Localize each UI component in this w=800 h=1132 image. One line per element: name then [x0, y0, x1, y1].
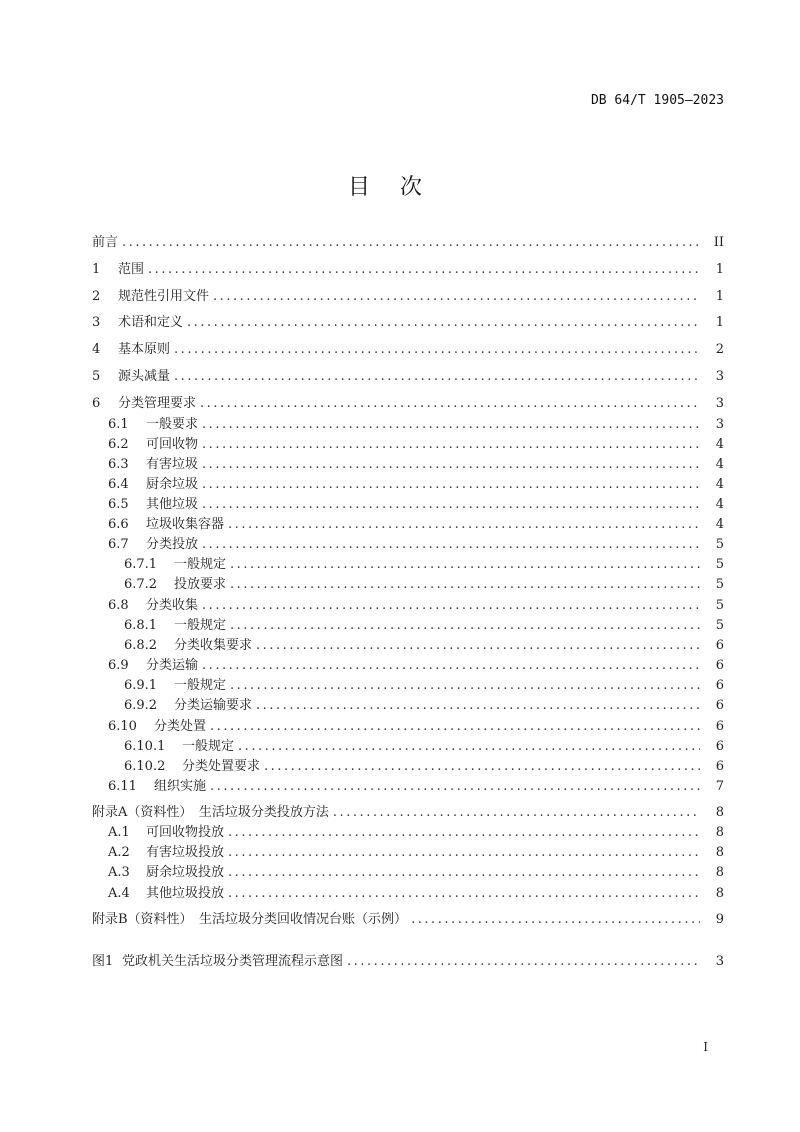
toc-entry-number: 6.10.2 [124, 759, 166, 774]
toc-entry-number: 图1 [92, 954, 114, 969]
toc-entry-label: 分类投放 [146, 537, 199, 552]
dot-leader [228, 844, 700, 862]
dot-leader [202, 436, 700, 454]
dot-leader [174, 368, 700, 386]
toc-entry-number: A.1 [108, 825, 130, 840]
toc-entry-page: 6 [715, 698, 724, 713]
dot-leader [202, 476, 700, 494]
toc-entry-page: 3 [715, 369, 724, 384]
toc-entry-page: 6 [715, 638, 724, 653]
toc-entry[interactable] [108, 718, 724, 736]
toc-entry[interactable] [108, 844, 724, 862]
dot-leader [202, 657, 700, 675]
toc-entry-page: 1 [715, 315, 724, 330]
toc-entry-number: 6.2 [108, 437, 129, 452]
toc-entry-page: 5 [715, 577, 724, 592]
toc-entry-number: 2 [92, 289, 101, 304]
toc-entry-number: 6.1 [108, 417, 129, 432]
toc-entry-number: 5 [92, 369, 101, 384]
toc-entry-page: 4 [715, 517, 724, 532]
toc-entry-page: 3 [715, 396, 724, 411]
toc-entry-number: 6.4 [108, 477, 129, 492]
dot-leader [187, 314, 700, 332]
toc-entry[interactable] [108, 456, 724, 474]
toc-entry-label: 有害垃圾投放 [146, 845, 225, 860]
dot-leader [148, 261, 700, 279]
toc-entry-number: 6.7.2 [124, 577, 158, 592]
dot-leader [202, 496, 700, 514]
toc-entry-page: 6 [715, 658, 724, 673]
toc-entry-page: 6 [715, 739, 724, 754]
toc-entry-number: 6.8.1 [124, 618, 158, 633]
toc-entry-page: 9 [715, 912, 724, 927]
dot-leader [230, 677, 700, 695]
dot-leader [228, 516, 700, 534]
toc-entry[interactable] [124, 617, 724, 635]
toc-entry[interactable] [92, 953, 724, 971]
toc-entry-page: 5 [715, 598, 724, 613]
dot-leader [228, 885, 700, 903]
toc-entry-label: 厨余垃圾投放 [146, 865, 225, 880]
dot-leader [210, 718, 700, 736]
toc-entry-page: 8 [715, 865, 724, 880]
toc-entry-label: 附录A（资料性） 生活垃圾分类投放方法 [92, 805, 329, 820]
toc-entry-label: 一般规定 [174, 557, 227, 572]
dot-leader [256, 697, 700, 715]
toc-entry-label: 规范性引用文件 [118, 289, 210, 304]
toc-entry-label: 可回收物投放 [146, 825, 225, 840]
toc-entry-page: 8 [715, 886, 724, 901]
toc-entry[interactable] [108, 778, 724, 796]
toc-entry-page: 5 [715, 618, 724, 633]
toc-entry-page: 4 [715, 477, 724, 492]
toc-entry-number: 1 [92, 262, 101, 277]
toc-entry-page: 4 [715, 437, 724, 452]
toc-entry-label: 其他垃圾投放 [146, 886, 225, 901]
toc-entry-label: 分类管理要求 [118, 396, 197, 411]
toc-entry[interactable] [108, 536, 724, 554]
toc-entry-label: 投放要求 [174, 577, 227, 592]
toc-entry-page: 8 [715, 825, 724, 840]
toc-entry-number: 3 [92, 315, 101, 330]
toc-entry[interactable] [124, 556, 724, 574]
toc-entry[interactable] [92, 288, 724, 306]
toc-entry-number: 6.9 [108, 658, 129, 673]
dot-leader [411, 911, 700, 929]
dot-leader [210, 778, 700, 796]
dot-leader [202, 416, 700, 434]
toc-entry-label: 附录B（资料性） 生活垃圾分类回收情况台账（示例） [92, 912, 408, 927]
dot-leader [200, 395, 700, 413]
toc-entry-label: 术语和定义 [118, 315, 184, 330]
toc-entry[interactable] [92, 368, 724, 386]
toc-entry-number: 6.8.2 [124, 638, 158, 653]
toc-entry[interactable] [108, 416, 724, 434]
toc-entry-label: 基本原则 [118, 342, 171, 357]
toc-entry-label: 源头减量 [118, 369, 171, 384]
toc-entry-label: 一般规定 [174, 678, 227, 693]
dot-leader [202, 456, 700, 474]
toc-entry-number: 6 [92, 396, 101, 411]
toc-entry[interactable] [108, 597, 724, 615]
toc-entry[interactable] [92, 314, 724, 332]
toc-entry-number: 6.5 [108, 497, 129, 512]
toc-entry-page: II [713, 235, 724, 250]
toc-entry-number: 6.9.1 [124, 678, 158, 693]
toc-entry-label: 厨余垃圾 [146, 477, 199, 492]
toc-entry-number: 6.10.1 [124, 739, 166, 754]
dot-leader [347, 953, 700, 971]
toc-entry[interactable] [124, 758, 724, 776]
toc-entry-number: 6.8 [108, 598, 129, 613]
toc-entry-page: 5 [715, 557, 724, 572]
toc-entry-number: 6.10 [108, 719, 137, 734]
dot-leader [228, 824, 700, 842]
toc-entry[interactable] [92, 804, 724, 822]
toc-entry-page: 3 [715, 417, 724, 432]
toc-entry-label: 分类收集 [146, 598, 199, 613]
toc-entry-number: 6.6 [108, 517, 129, 532]
toc-entry-number: 6.3 [108, 457, 129, 472]
dot-leader [228, 864, 700, 882]
toc-entry-page: 6 [715, 719, 724, 734]
toc-entry[interactable] [108, 436, 724, 454]
toc-entry-number: 4 [92, 342, 101, 357]
toc-entry[interactable] [108, 864, 724, 882]
toc-entry-page: 8 [715, 805, 724, 820]
toc-entry[interactable] [92, 911, 724, 929]
toc-entry[interactable] [92, 395, 724, 413]
toc-entry-page: 6 [715, 678, 724, 693]
dot-leader [174, 341, 700, 359]
toc-entry-label: 前言 [92, 235, 119, 250]
page-number: I [703, 1040, 708, 1054]
toc-entry-label: 其他垃圾 [146, 497, 199, 512]
toc-entry[interactable] [124, 576, 724, 594]
toc-entry-number: 6.7 [108, 537, 129, 552]
dot-leader [213, 288, 700, 306]
toc-entry[interactable] [124, 738, 724, 756]
toc-entry-page: 6 [715, 759, 724, 774]
page-title: 目次 [347, 175, 452, 200]
dot-leader [122, 234, 700, 252]
toc-entry-number: 6.7.1 [124, 557, 158, 572]
dot-leader [230, 617, 700, 635]
toc-entry-page: 4 [715, 497, 724, 512]
toc-entry-page: 2 [715, 342, 724, 357]
toc-entry-label: 分类处置要求 [182, 759, 261, 774]
dot-leader [264, 758, 700, 776]
toc-entry[interactable] [92, 341, 724, 359]
toc-entry-label: 分类运输 [146, 658, 199, 673]
toc-entry-number: A.4 [108, 886, 130, 901]
toc-entry-page: 8 [715, 845, 724, 860]
toc-entry-label: 一般规定 [174, 618, 227, 633]
dot-leader [230, 576, 700, 594]
toc-entry[interactable] [92, 261, 724, 279]
toc-entry-label: 范围 [118, 262, 145, 277]
toc-entry[interactable] [92, 234, 724, 252]
toc-entry-label: 有害垃圾 [146, 457, 199, 472]
toc-entry-page: 3 [715, 954, 724, 969]
toc-entry[interactable] [108, 885, 724, 903]
toc-entry-number: 6.9.2 [124, 698, 158, 713]
toc-entry-label: 组织实施 [154, 779, 207, 794]
standard-code: DB 64/T 1905—2023 [590, 93, 724, 108]
toc-entry-label: 党政机关生活垃圾分类管理流程示意图 [122, 954, 344, 969]
toc-entry-number: A.3 [108, 865, 130, 880]
toc-entry[interactable] [108, 657, 724, 675]
toc-entry-page: 7 [715, 779, 724, 794]
toc-entry-label: 一般规定 [182, 739, 235, 754]
toc-entry[interactable] [108, 476, 724, 494]
dot-leader [230, 556, 700, 574]
toc-entry-page: 1 [715, 289, 724, 304]
toc-entry[interactable] [108, 516, 724, 534]
toc-entry-label: 可回收物 [146, 437, 199, 452]
dot-leader [202, 536, 700, 554]
toc-entry-label: 分类处置 [154, 719, 207, 734]
dot-leader [333, 804, 700, 822]
dot-leader [238, 738, 700, 756]
toc-entry[interactable] [124, 697, 724, 715]
toc-entry-label: 垃圾收集容器 [146, 517, 225, 532]
toc-entry-page: 4 [715, 457, 724, 472]
toc-entry-label: 分类运输要求 [174, 698, 253, 713]
toc-entry-page: 5 [715, 537, 724, 552]
toc-entry[interactable] [108, 824, 724, 842]
toc-entry-number: A.2 [108, 845, 130, 860]
toc-entry-label: 分类收集要求 [174, 638, 253, 653]
toc-entry[interactable] [124, 677, 724, 695]
toc-entry[interactable] [124, 637, 724, 655]
toc-entry[interactable] [108, 496, 724, 514]
dot-leader [256, 637, 700, 655]
toc-entry-page: 1 [715, 262, 724, 277]
toc-entry-label: 一般要求 [146, 417, 199, 432]
dot-leader [202, 597, 700, 615]
toc-entry-number: 6.11 [108, 779, 137, 794]
